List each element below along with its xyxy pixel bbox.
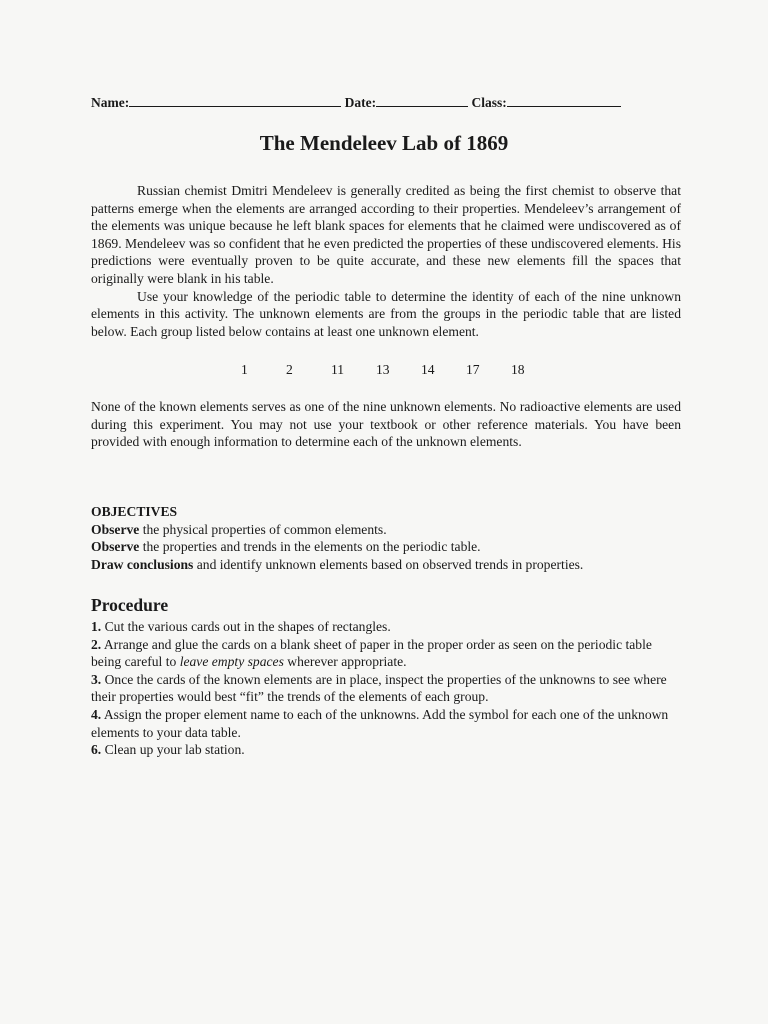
class-label: Class: [471, 95, 507, 110]
objective-text: the physical properties of common elements. [139, 521, 387, 537]
step-text: Once the cards of the known elements are in place, inspect the properties of the unknowns to see where their properties would best “fit” the trends of the elements of each group. [91, 671, 667, 705]
objective-item [91, 538, 681, 556]
step-number: 6. [91, 742, 102, 758]
step-emphasis: leave empty spaces [179, 654, 284, 670]
group-numbers [0, 362, 768, 380]
group-number: 17 [466, 362, 480, 377]
objective-text: the properties and trends in the elements on the periodic table. [139, 539, 481, 555]
step-text: Assign the proper element name to each of the unknowns. Add the symbol for each one of the unknown elements to your data table. [91, 706, 669, 740]
name-blank[interactable] [129, 94, 341, 107]
objective-verb: Draw conclusions [91, 556, 194, 572]
step-number: 1. [91, 619, 102, 634]
objective-item [91, 556, 681, 574]
header-fields [91, 94, 691, 111]
intro-section [91, 182, 681, 340]
rules-section [91, 398, 681, 451]
step-text: Arrange and glue the cards on a blank sheet of paper in the proper order as seen on the periodic table being careful to [91, 636, 652, 670]
group-number: 14 [421, 362, 435, 377]
step-number: 4. [91, 706, 102, 722]
group-number: 2 [286, 362, 293, 377]
step-number: 2. [91, 636, 102, 652]
step-text: wherever appropriate. [283, 654, 407, 670]
group-number: 18 [511, 362, 525, 377]
procedure-steps [91, 618, 681, 759]
procedure-step-6 [91, 741, 681, 759]
date-blank[interactable] [376, 94, 468, 107]
objectives-heading: OBJECTIVES [91, 504, 178, 519]
procedure-step-4 [91, 706, 681, 741]
intro-paragraph-1: Russian chemist Dmitri Mendeleev is generally credited as being the first chemist to observe that patterns emerge when the elements are arranged according to their properties. Mendeleev’s arrangement of the elements was unique because he left blank spaces for elements that he claimed were undiscovered as of 1869. Mendeleev was so confident that he even predicted the properties of these undiscovered elements. His predictions were eventually proven to be quite accurate, and these new elements fill the spaces that originally were blank in his table. [91, 183, 681, 286]
step-text: Cut the various cards out in the shapes of rectangles. [101, 619, 391, 634]
objective-verb: Observe [91, 521, 140, 537]
group-number: 11 [331, 362, 345, 377]
procedure-step-2 [91, 636, 681, 671]
procedure-heading: Procedure [91, 595, 169, 615]
objectives-section [91, 503, 681, 573]
name-label: Name: [91, 95, 130, 110]
date-label: Date: [344, 95, 377, 110]
group-number: 1 [241, 362, 248, 377]
objective-item [91, 521, 681, 539]
procedure-step-3 [91, 671, 681, 706]
rules-paragraph: None of the known elements serves as one of the nine unknown elements. No radioactive elements are used during this experiment. You may not use your textbook or other reference materials. You have been provided with enough information to determine each of the unknown elements. [91, 399, 681, 450]
group-number: 13 [376, 362, 390, 377]
page-title: The Mendeleev Lab of 1869 [259, 131, 509, 155]
objective-text: and identify unknown elements based on observed trends in properties. [193, 556, 584, 572]
class-blank[interactable] [507, 94, 621, 107]
objective-verb: Observe [91, 539, 140, 555]
procedure-step-1 [91, 618, 681, 636]
intro-paragraph-2: Use your knowledge of the periodic table to determine the identity of each of the nine unknown elements in this activity. The unknown elements are from the groups in the periodic table that are listed below. Each group listed below contains at least one unknown element. [91, 288, 681, 339]
step-number: 3. [91, 671, 102, 687]
step-text: Clean up your lab station. [101, 742, 245, 758]
